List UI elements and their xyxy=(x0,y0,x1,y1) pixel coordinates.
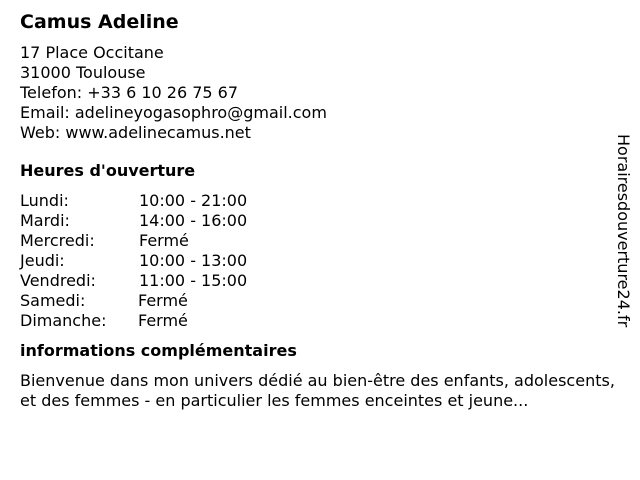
day-hours: 14:00 - 16:00 xyxy=(139,211,248,230)
day-hours: 11:00 - 15:00 xyxy=(139,271,248,290)
info-heading: informations complémentaires xyxy=(20,341,297,360)
business-name: Camus Adeline xyxy=(20,11,179,33)
hours-row-thursday xyxy=(20,251,620,271)
email-line: Email: adelineyogasophro@gmail.com xyxy=(20,103,327,122)
address-city: 31000 Toulouse xyxy=(20,63,146,82)
hours-row-friday xyxy=(20,271,620,291)
hours-row-sunday xyxy=(20,311,620,331)
day-hours: 10:00 - 21:00 xyxy=(139,191,248,210)
day-label: Mardi: xyxy=(20,211,70,230)
hours-row-saturday xyxy=(20,291,620,311)
day-label: Lundi: xyxy=(20,191,69,210)
day-label: Mercredi: xyxy=(20,231,95,250)
day-hours: Fermé xyxy=(138,311,188,330)
business-card xyxy=(20,10,620,411)
address-street: 17 Place Occitane xyxy=(20,43,164,62)
day-hours: Fermé xyxy=(139,231,189,250)
info-description: Bienvenue dans mon univers dédié au bien-être des enfants, adolescents, et des femmes - en particulier les femmes enceintes et jeune... xyxy=(20,371,615,410)
hours-row-monday xyxy=(20,191,620,211)
day-label: Vendredi: xyxy=(20,271,96,290)
contact-block xyxy=(20,43,620,143)
day-label: Dimanche: xyxy=(20,311,107,330)
site-watermark: Horairesdouverture24.fr xyxy=(614,134,633,328)
day-hours: Fermé xyxy=(138,291,188,310)
web-line: Web: www.adelinecamus.net xyxy=(20,123,251,142)
phone-line: Telefon: +33 6 10 26 75 67 xyxy=(20,83,239,102)
day-label: Samedi: xyxy=(20,291,86,310)
hours-row-wednesday xyxy=(20,231,620,251)
day-hours: 10:00 - 13:00 xyxy=(139,251,248,270)
hours-row-tuesday xyxy=(20,211,620,231)
hours-heading: Heures d'ouverture xyxy=(20,161,196,180)
day-label: Jeudi: xyxy=(20,251,65,270)
hours-list xyxy=(20,191,620,331)
